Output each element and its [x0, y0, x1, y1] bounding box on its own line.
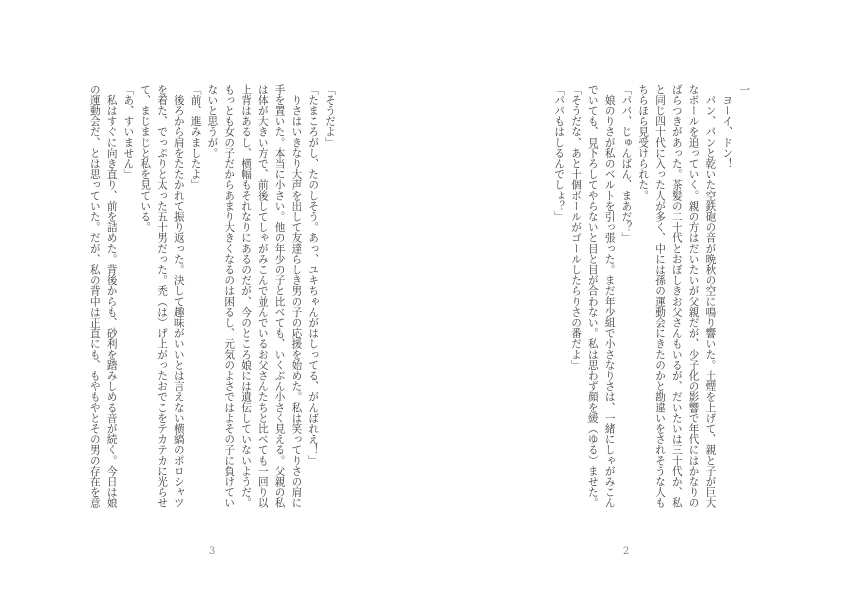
- paragraph: りさはいきなり大声を出して友達らしき男の子の応援を始めた。私は笑ってりさの肩に手を置いた。本当に小さい。他の年少の子と比べても、いくぶん小さく見える。父親の私は体が大きい方で、前後してしゃがみこんで並んでいるお父さんたちと比べても一回り以上背はあるし、横幅もそれなりにあるのだが、今のところ娘には遺伝していないようだ。もっとも女の子だからあまり大きくなるのは困るし、元気のよさではよその子に負けていないと思うが。: [206, 84, 303, 508]
- paragraph: ヨーイ、ドン！: [721, 84, 734, 169]
- paragraph-dialogue: 「そうだな、あと十個ボールがゴールしたらりさの番だよ」: [570, 84, 583, 371]
- page-right: [500, 84, 752, 512]
- paragraph: 後ろから肩をたたかれて振り返った。決して趣味がいいとは言えない横縞のポロシャツを着た、でっぷりと太った五十男だった。禿（は）げ上がったおでこをテカテカに光らせて、まじまじと私を見ている。: [139, 84, 185, 508]
- paragraph: 私はすぐに向き直り、前を詰めた。背後からも、砂利を踏みしめる音が続く。今日は娘の運動会だ、とは思っていた。だが、私の背中は正直にも、もやもやとその男の存在を意: [88, 84, 118, 508]
- paragraph-dialogue: 「たまころがし、たのしそう。あっ、ユキちゃんがはしってる、がんばれえ！」: [307, 84, 320, 466]
- paragraph-dialogue: 「パパ、じゅんばん、まあだ？」: [620, 84, 633, 243]
- paragraph-dialogue: 「あ、すいません」: [122, 84, 135, 180]
- page-number-left: 3: [208, 546, 216, 557]
- paragraph: 娘のりさが私のベルトを引っ張った。まだ年少組で小さなりさは、一緒にしゃがみこんでいても、見下ろしてやらないと目と目が合わない。私は思わず顔を緩（ゆる）ませた。: [586, 84, 616, 508]
- paragraph-dialogue: 「前、進みましたよ」: [189, 84, 202, 190]
- paragraph-dialogue: 「パパもはしるんでしょ？」: [553, 84, 566, 222]
- page-left: [86, 84, 338, 512]
- page-number-right: 2: [622, 546, 630, 557]
- paragraph-dialogue: 「そうだよ」: [324, 84, 336, 148]
- paragraph: パン、パンと乾いた空鉄砲の音が晩秋の空に鳴り響いた。土煙を上げて、親と子が巨大なボールを追っていく。親の方はだいたいが父親だが、少子化の影響で年代にはかなりのばらつきがあった。茶髪の二十代とおぼしきお父さんもいるが、だいたいは三十代か、私と同じ四十代に入った人が多く、中には孫の運動会にきたのかと勘違いをされそうな人もちらほら見受けられた。: [637, 84, 717, 508]
- chapter-heading: 一: [738, 84, 750, 95]
